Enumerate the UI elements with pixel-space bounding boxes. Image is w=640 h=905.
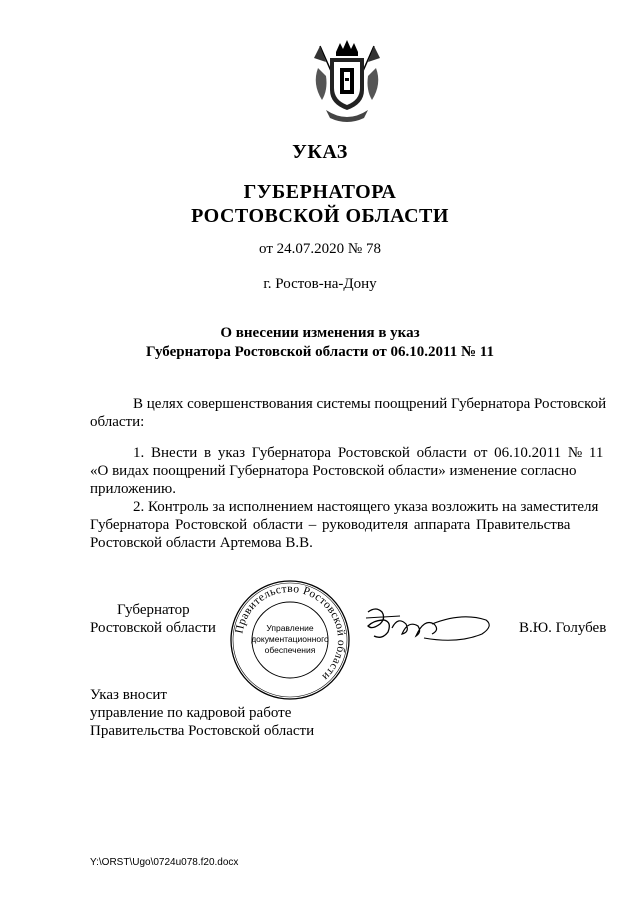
item-1-line-1: 1. Внести в указ Губернатора Ростовской области от 06.10.2011 № 11 [133, 445, 604, 461]
signatory-position-line-1: Губернатор [117, 602, 190, 618]
submitted-by-line-3: Правительства Ростовской области [90, 723, 315, 739]
item-2-line-3: Ростовской области Артемова В.В. [90, 535, 313, 551]
signatory-name: В.Ю. Голубев [519, 620, 607, 636]
item-1-line-3: приложению. [90, 481, 177, 497]
item-2-line-2: Губернатора Ростовской области – руководителя аппарата Правительства [90, 517, 571, 533]
coat-of-arms-emblem [312, 38, 382, 124]
stamp-ring-text: Правительство Ростовской области [233, 582, 348, 683]
submitted-by-line-1: Указ вносит [90, 687, 167, 703]
stamp-inner-line-2: документационного [251, 634, 329, 644]
official-stamp [228, 578, 352, 702]
stamp-inner-line-3: обеспечения [264, 645, 316, 655]
date-and-number: от 24.07.2020 № 78 [259, 241, 381, 257]
document-type: УКАЗ [292, 141, 348, 163]
submitted-by-line-2: управление по кадровой работе [90, 705, 292, 721]
subject-line-2: Губернатора Ростовской области от 06.10.2011 № 11 [146, 344, 494, 360]
item-1-line-2: «О видах поощрений Губернатора Ростовской области» изменение согласно [90, 463, 577, 479]
stamp-inner-line-1: Управление [266, 623, 314, 633]
handwritten-signature [362, 602, 498, 650]
preamble-line-1: В целях совершенствования системы поощрений Губернатора Ростовской [133, 396, 607, 412]
issuer-line-2: РОСТОВСКОЙ ОБЛАСТИ [191, 205, 449, 227]
subject-line-1: О внесении изменения в указ [220, 325, 420, 341]
issuer-line-1: ГУБЕРНАТОРА [243, 181, 397, 203]
signatory-position-line-2: Ростовской области [90, 620, 216, 636]
city: г. Ростов-на-Дону [263, 276, 377, 292]
preamble-line-2: области: [90, 414, 145, 430]
footer-file-path: Y:\ORST\Ugo\0724u078.f20.docx [90, 857, 239, 868]
item-2-line-1: 2. Контроль за исполнением настоящего указа возложить на заместителя [133, 499, 599, 515]
